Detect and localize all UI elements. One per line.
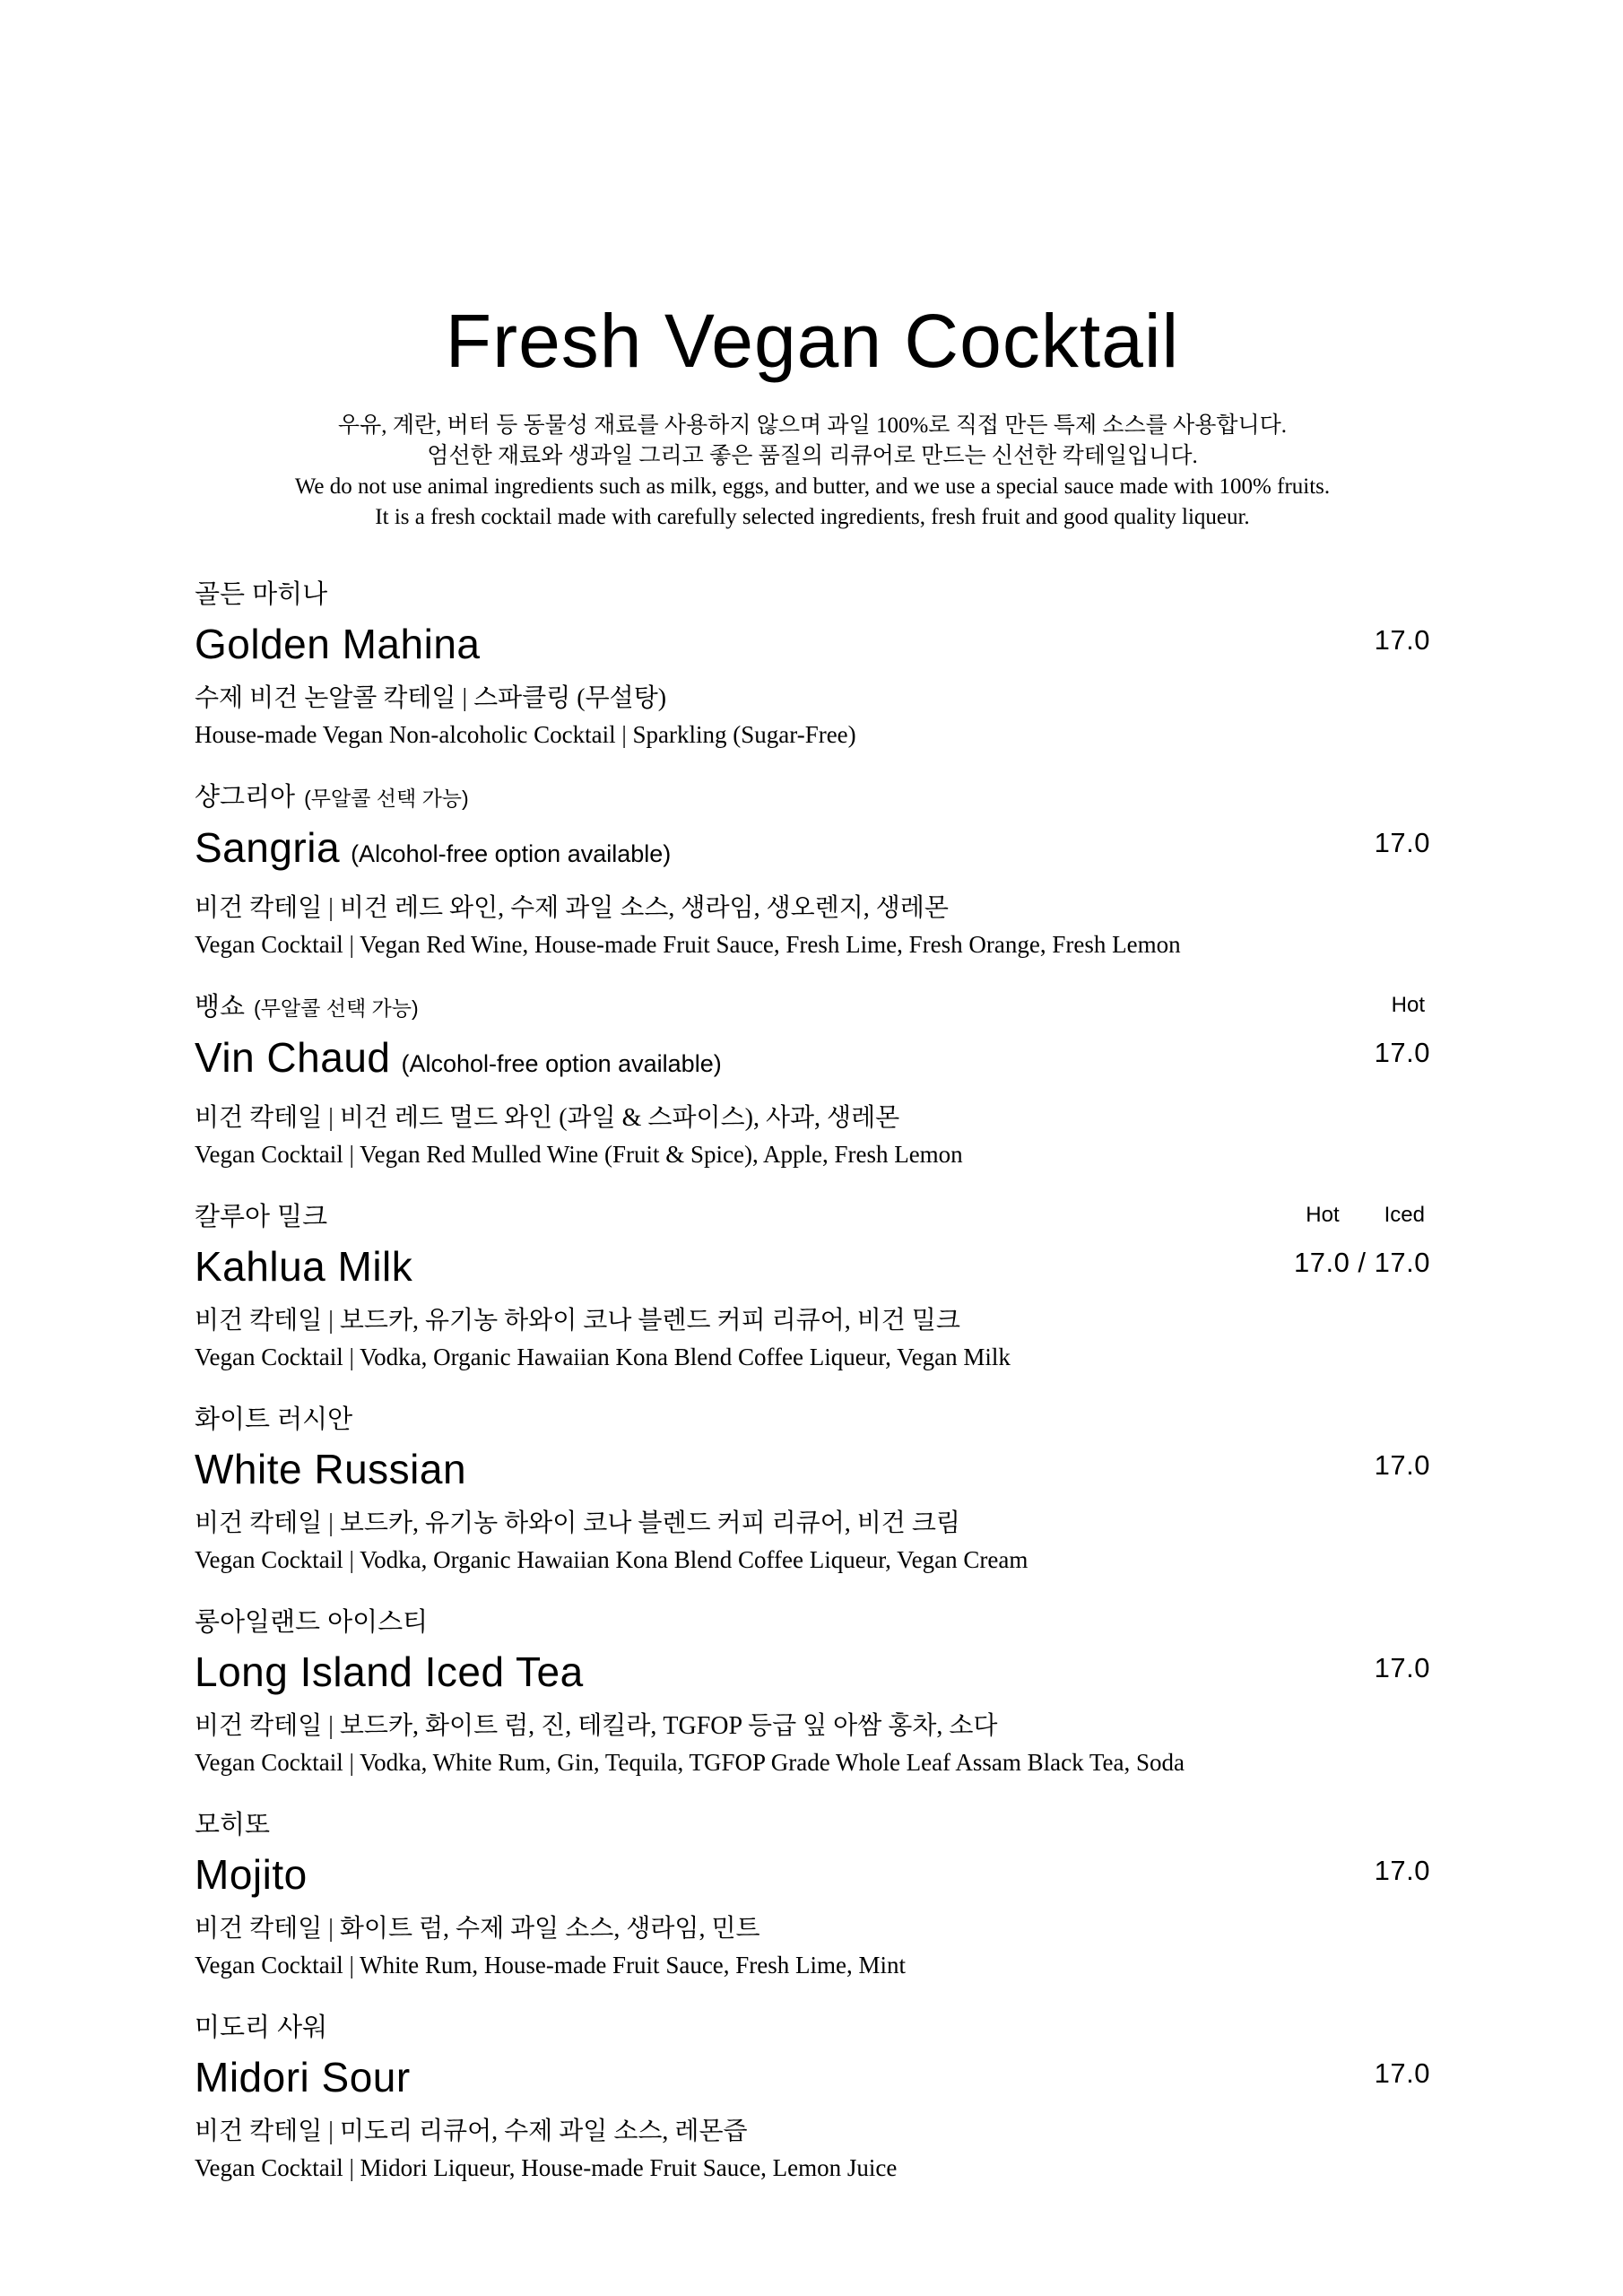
item-text-column <box>195 578 1430 750</box>
page-title: Fresh Vegan Cocktail <box>445 299 1180 383</box>
serving-temperature-labels <box>1375 780 1430 816</box>
item-price: 17.0 <box>1374 1652 1430 1683</box>
item-description-english: Vegan Cocktail | Vodka, Organic Hawaiian Kona Blend Coffee Liqueur, Vegan Milk <box>195 1344 1011 1370</box>
menu-item <box>195 578 1430 750</box>
item-text-column <box>195 780 1430 960</box>
item-korean-name-line <box>195 578 1430 612</box>
item-english-name-line <box>195 1446 1430 1492</box>
item-name-english: Midori Sour <box>195 2054 411 2100</box>
serving-temperature-labels <box>1294 1200 1430 1236</box>
item-name-english: Long Island Iced Tea <box>195 1648 584 1695</box>
item-name-english: Sangria <box>195 824 341 871</box>
item-text-column <box>195 1808 1430 1980</box>
item-english-option-note: (Alcohol-free option available) <box>351 840 672 867</box>
item-price: 17.0 <box>1374 1037 1430 1068</box>
item-name-english: Kahlua Milk <box>195 1243 413 1290</box>
item-description-english: House-made Vegan Non-alcoholic Cocktail | Sparkling (Sugar-Free) <box>195 721 856 748</box>
intro-line-korean-1: 우유, 계란, 버터 등 동물성 재료를 사용하지 않으며 과일 100%로 직접 만든 특제 소스를 사용합니다. <box>337 413 1288 438</box>
item-korean-option-note: (무알콜 선택 가능) <box>254 996 419 1020</box>
item-text-column <box>195 1403 1430 1575</box>
item-price: 17.0 / 17.0 <box>1293 1247 1430 1278</box>
item-price-column <box>1375 1403 1430 1479</box>
item-price-column <box>1375 1605 1430 1682</box>
item-description-korean: 수제 비건 논알콜 칵테일 | 스파클링 (무설탕) <box>195 684 667 712</box>
item-description-english: Vegan Cocktail | Vegan Red Wine, House-made Fruit Sauce, Fresh Lime, Fresh Orange, Fresh Lemon <box>195 931 1181 958</box>
item-korean-name-line <box>195 990 1430 1025</box>
menu-item <box>195 1605 1430 1778</box>
item-price-column <box>1375 780 1430 857</box>
temperature-label: Iced <box>1384 1203 1425 1227</box>
serving-temperature-labels <box>1375 990 1430 1026</box>
item-korean-name-line <box>195 2011 1430 2045</box>
item-name-english: Vin Chaud <box>195 1034 391 1081</box>
item-korean-option-note: (무알콜 선택 가능) <box>304 787 469 810</box>
item-english-name-line <box>195 2054 1430 2100</box>
item-price-column <box>1375 990 1430 1066</box>
item-english-name-line <box>195 621 1430 667</box>
item-description-english: Vegan Cocktail | Vodka, Organic Hawaiian Kona Blend Coffee Liqueur, Vegan Cream <box>195 1546 1028 1573</box>
serving-temperature-labels <box>1375 578 1430 613</box>
menu-item <box>195 1403 1430 1575</box>
menu-item <box>195 2011 1430 2183</box>
item-description-korean: 비건 칵테일 | 보드카, 유기농 하와이 코나 블렌드 커피 리큐어, 비건 크림 <box>195 1509 960 1537</box>
intro-line-korean-2: 엄선한 재료와 생과일 그리고 좋은 품질의 리큐어로 만드는 신선한 칵테일입니다. <box>427 444 1198 468</box>
item-text-column <box>195 1200 1430 1372</box>
item-description-english: Vegan Cocktail | Midori Liqueur, House-made Fruit Sauce, Lemon Juice <box>195 2154 898 2181</box>
item-english-name-line <box>195 1851 1430 1898</box>
item-description-english: Vegan Cocktail | Vegan Red Mulled Wine (Fruit & Spice), Apple, Fresh Lemon <box>195 1141 963 1168</box>
item-english-name-line <box>195 1243 1430 1290</box>
item-description-korean: 비건 칵테일 | 비건 레드 와인, 수제 과일 소스, 생라임, 생오렌지, 생레몬 <box>195 894 949 922</box>
menu-item <box>195 1808 1430 1980</box>
item-description-korean: 비건 칵테일 | 보드카, 유기농 하와이 코나 블렌드 커피 리큐어, 비건 밀크 <box>195 1307 960 1335</box>
menu-item <box>195 1200 1430 1372</box>
item-description-korean: 비건 칵테일 | 화이트 럼, 수제 과일 소스, 생라임, 민트 <box>195 1915 760 1943</box>
item-name-english: Golden Mahina <box>195 621 481 667</box>
item-english-option-note: (Alcohol-free option available) <box>401 1050 722 1077</box>
item-text-column <box>195 2011 1430 2183</box>
temperature-label: Hot <box>1391 993 1425 1017</box>
item-korean-name-line <box>195 1605 1430 1639</box>
item-english-name-line <box>195 1648 1430 1695</box>
item-description-korean: 비건 칵테일 | 비건 레드 멀드 와인 (과일 & 스파이스), 사과, 생레몬 <box>195 1104 900 1132</box>
item-price-column <box>1375 2011 1430 2087</box>
item-description-korean: 비건 칵테일 | 미도리 리큐어, 수제 과일 소스, 레몬즙 <box>195 2118 748 2145</box>
item-korean-name-line <box>195 1200 1430 1234</box>
serving-temperature-labels <box>1375 1403 1430 1439</box>
item-name-english: White Russian <box>195 1446 467 1492</box>
serving-temperature-labels <box>1375 1808 1430 1844</box>
item-name-korean: 화이트 러시안 <box>195 1405 353 1434</box>
item-name-korean: 미도리 사워 <box>195 2013 328 2042</box>
intro-line-english-1: We do not use animal ingredients such as milk, eggs, and butter, and we use a special sauce made with 100% fruits. <box>294 474 1331 499</box>
item-price: 17.0 <box>1374 1855 1430 1886</box>
item-korean-name-line <box>195 1808 1430 1842</box>
item-name-korean: 골든 마히나 <box>195 580 328 609</box>
intro-line-english-2: It is a fresh cocktail made with carefully selected ingredients, fresh fruit and good quality liqueur. <box>375 505 1250 529</box>
item-price: 17.0 <box>1374 2057 1430 2089</box>
item-price: 17.0 <box>1374 827 1430 858</box>
item-price: 17.0 <box>1374 1449 1430 1481</box>
item-english-name-line <box>195 824 1430 877</box>
menu-item <box>195 990 1430 1170</box>
item-description-english: Vegan Cocktail | Vodka, White Rum, Gin, Tequila, TGFOP Grade Whole Leaf Assam Black Tea, Soda <box>195 1749 1185 1776</box>
item-text-column <box>195 1605 1430 1778</box>
menu-item-list <box>195 578 1430 2183</box>
item-korean-name-line <box>195 780 1430 815</box>
item-name-korean: 롱아일랜드 아이스티 <box>195 1608 429 1637</box>
menu-item <box>195 780 1430 960</box>
item-name-korean: 모히또 <box>195 1811 271 1839</box>
serving-temperature-labels <box>1375 2011 1430 2047</box>
item-price: 17.0 <box>1374 624 1430 656</box>
temperature-label: Hot <box>1306 1203 1340 1227</box>
item-name-english: Mojito <box>195 1851 308 1898</box>
item-price-column <box>1375 578 1430 654</box>
serving-temperature-labels <box>1375 1605 1430 1641</box>
item-price-column <box>1294 1200 1430 1276</box>
item-name-korean: 뱅쇼 <box>195 993 246 1022</box>
item-price-column <box>1375 1808 1430 1884</box>
item-name-korean: 칼루아 밀크 <box>195 1203 328 1231</box>
item-korean-name-line <box>195 1403 1430 1437</box>
intro-text-block <box>195 411 1430 533</box>
item-name-korean: 샹그리아 <box>195 783 296 812</box>
item-english-name-line <box>195 1034 1430 1087</box>
item-description-korean: 비건 칵테일 | 보드카, 화이트 럼, 진, 테킬라, TGFOP 등급 잎 아쌈 홍차, 소다 <box>195 1712 998 1740</box>
item-description-english: Vegan Cocktail | White Rum, House-made Fruit Sauce, Fresh Lime, Mint <box>195 1952 907 1979</box>
item-text-column <box>195 990 1430 1170</box>
